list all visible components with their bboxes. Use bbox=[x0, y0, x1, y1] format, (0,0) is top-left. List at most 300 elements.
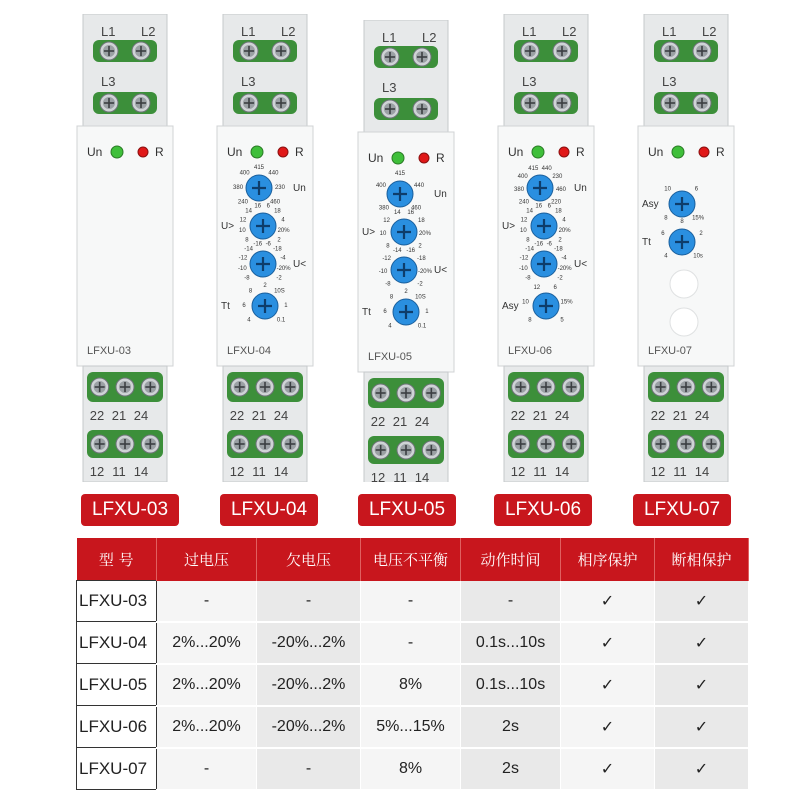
knob-label: Asy bbox=[502, 301, 519, 312]
knob-scale-label: 10s bbox=[693, 253, 703, 260]
terminal-block-l1-l2 bbox=[514, 40, 578, 62]
cell-undervoltage: - bbox=[257, 748, 361, 790]
knob-scale-label: -14 bbox=[392, 248, 402, 255]
terminal-label: 22 bbox=[510, 408, 526, 423]
knob-scale-label: 440 bbox=[268, 170, 279, 177]
knob-scale-label: 20% bbox=[418, 231, 431, 238]
cell-unbalance: 8% bbox=[361, 748, 461, 790]
terminal-label: 21 bbox=[251, 408, 267, 423]
knob-scale-label: 12 bbox=[383, 218, 390, 225]
knob-scale-label: 16 bbox=[535, 203, 543, 210]
cell-phase-loss: ✓ bbox=[655, 664, 749, 706]
knob-scale-label: 6 bbox=[242, 302, 246, 309]
knob-scale-label: 6 bbox=[553, 285, 557, 292]
terminal-label: 14 bbox=[273, 464, 289, 479]
knob-label: U> bbox=[502, 221, 516, 232]
device-lfxu-04 bbox=[215, 14, 315, 482]
cell-action-time: 2s bbox=[461, 706, 561, 748]
header-action-time: 动作时间 bbox=[461, 538, 561, 581]
knob-scale-label: 10 bbox=[239, 228, 246, 235]
header-voltage-unbalance: 电压不平衡 bbox=[361, 538, 461, 581]
terminal-screw bbox=[422, 441, 440, 459]
knob-scale-label: 2 bbox=[699, 231, 703, 238]
knob-scale-label: 12 bbox=[533, 285, 541, 292]
cell-phase-sequence: ✓ bbox=[561, 748, 655, 790]
terminal-label: 12 bbox=[650, 464, 666, 479]
knob-scale-label: 2 bbox=[418, 243, 422, 250]
panel-model-label: LFXU-05 bbox=[368, 351, 413, 363]
label-l3: L3 bbox=[522, 74, 537, 89]
knob-scale-label: 12 bbox=[520, 217, 528, 224]
knob-scale-label: 2 bbox=[404, 289, 408, 295]
label-l3: L3 bbox=[382, 80, 397, 95]
knob-scale-label: 5 bbox=[560, 317, 564, 324]
terminal-label: 21 bbox=[111, 408, 127, 423]
header-model: 型 号 bbox=[77, 538, 157, 581]
knob-scale-label: -6 bbox=[546, 241, 552, 248]
led-green bbox=[251, 146, 263, 158]
table-row bbox=[77, 748, 749, 790]
knob-scale-label: -20% bbox=[557, 266, 572, 273]
knob-scale-label: -20% bbox=[417, 269, 432, 276]
terminal-label: 24 bbox=[133, 408, 149, 423]
label-l1: L1 bbox=[241, 24, 256, 39]
cell-phase-sequence: ✓ bbox=[561, 581, 655, 622]
cell-unbalance: - bbox=[361, 622, 461, 664]
panel-model-label: LFXU-04 bbox=[227, 345, 272, 357]
cell-phase-sequence: ✓ bbox=[561, 706, 655, 748]
terminal-screw bbox=[652, 435, 670, 453]
front-panel bbox=[77, 126, 173, 366]
label-l2: L2 bbox=[562, 24, 577, 39]
terminal-block-22-21-24 bbox=[227, 372, 303, 402]
terminal-screw bbox=[100, 94, 118, 112]
terminal-block-22-21-24 bbox=[368, 378, 444, 408]
cell-phase-sequence: ✓ bbox=[561, 622, 655, 664]
terminal-screw bbox=[272, 42, 290, 60]
terminal-label: 22 bbox=[650, 408, 666, 423]
terminal-block-l3 bbox=[93, 92, 157, 114]
device-lfxu-05-body bbox=[356, 20, 456, 482]
knob-scale-label: -8 bbox=[525, 275, 531, 282]
knob-scale-label: 460 bbox=[411, 205, 422, 212]
device-lfxu-03 bbox=[75, 14, 175, 482]
terminal-screw bbox=[562, 378, 580, 396]
knob-scale-label: -16 bbox=[406, 248, 416, 255]
terminal-screw bbox=[256, 378, 274, 396]
knob-scale-label: 6 bbox=[661, 231, 665, 238]
led-red bbox=[138, 147, 148, 157]
knob-scale-label: 8 bbox=[248, 288, 253, 295]
knob-scale-label: 6 bbox=[383, 308, 387, 315]
knob-scale-label: -4 bbox=[561, 255, 567, 262]
terminal-screw bbox=[693, 42, 711, 60]
terminal-label: 24 bbox=[694, 408, 710, 423]
terminal-screw bbox=[372, 441, 390, 459]
device-lfxu-05 bbox=[356, 20, 456, 482]
knob-scale-label: -18 bbox=[273, 246, 282, 253]
led-green bbox=[392, 152, 404, 164]
knob-scale-label: 10 bbox=[522, 299, 529, 306]
label-l3: L3 bbox=[241, 74, 256, 89]
knob-scale-label: 400 bbox=[517, 174, 528, 181]
knob-scale-label: 4 bbox=[281, 217, 285, 224]
knob-label: U< bbox=[574, 259, 588, 270]
cell-model: LFXU-03 bbox=[77, 581, 157, 622]
terminal-block-12-11-14 bbox=[508, 430, 584, 458]
led-label-r: R bbox=[716, 145, 725, 159]
terminal-block-12-11-14 bbox=[227, 430, 303, 458]
knob-scale-label: 14 bbox=[393, 210, 401, 217]
table-row bbox=[77, 581, 749, 622]
label-l3: L3 bbox=[662, 74, 677, 89]
terminal-screw bbox=[141, 435, 159, 453]
terminal-label: 11 bbox=[533, 464, 547, 479]
terminal-screw bbox=[100, 42, 118, 60]
knob-scale-label: 20% bbox=[277, 228, 290, 235]
terminal-screw bbox=[553, 42, 571, 60]
blank-plug bbox=[670, 308, 698, 336]
led-label-r: R bbox=[436, 151, 445, 165]
terminal-screw bbox=[512, 378, 530, 396]
knob-scale-label: 440 bbox=[541, 166, 552, 173]
knob-scale-label: 8 bbox=[245, 237, 249, 244]
cell-phase-loss: ✓ bbox=[655, 748, 749, 790]
knob-scale-label: -18 bbox=[417, 256, 426, 263]
led-label-r: R bbox=[576, 145, 585, 159]
terminal-label: 11 bbox=[112, 464, 126, 479]
model-tag-lfxu-07: LFXU-07 bbox=[633, 494, 731, 526]
cell-model: LFXU-06 bbox=[77, 706, 157, 748]
knob-label: Tt bbox=[642, 237, 651, 248]
knob-scale-label: 18 bbox=[418, 218, 425, 225]
terminal-screw bbox=[553, 94, 571, 112]
device-lfxu-07 bbox=[636, 14, 736, 482]
panel-model-label: LFXU-03 bbox=[87, 345, 132, 357]
knob-scale-label: 415 bbox=[394, 171, 406, 177]
knob-scale-label: 20% bbox=[558, 228, 571, 235]
table-row bbox=[77, 664, 749, 706]
led-red bbox=[278, 147, 288, 157]
knob-scale-label: 4 bbox=[247, 317, 251, 324]
knob-scale-label: 8 bbox=[526, 237, 530, 244]
knob-scale-label: 220 bbox=[551, 199, 562, 206]
cell-overvoltage: - bbox=[157, 748, 257, 790]
header-phase-loss: 断相保护 bbox=[655, 538, 749, 581]
knob-scale-label: 15% bbox=[692, 215, 705, 222]
terminal-label: 14 bbox=[694, 464, 710, 479]
knob-scale-label: 10S bbox=[415, 294, 426, 301]
terminal-label: 12 bbox=[229, 464, 245, 479]
cell-unbalance: - bbox=[361, 581, 461, 622]
cell-undervoltage: - bbox=[257, 581, 361, 622]
terminal-screw bbox=[240, 42, 258, 60]
knob-scale-label: 18 bbox=[555, 208, 562, 215]
knob-scale-label: -2 bbox=[557, 275, 563, 282]
knob-scale-label: 1 bbox=[284, 302, 288, 309]
terminal-label: 14 bbox=[133, 464, 149, 479]
knob-scale-label: 460 bbox=[555, 187, 566, 194]
knob-scale-label: 0.1 bbox=[417, 323, 427, 330]
knob-scale-label: 8 bbox=[386, 243, 390, 250]
knob-scale-label: 8 bbox=[680, 219, 684, 225]
terminal-screw bbox=[702, 435, 720, 453]
knob-scale-label: -4 bbox=[280, 255, 286, 262]
terminal-screw bbox=[521, 42, 539, 60]
knob-scale-label: 4 bbox=[388, 323, 392, 330]
knob-scale-label: 400 bbox=[375, 183, 386, 190]
terminal-label: 21 bbox=[672, 408, 688, 423]
knob-scale-label: -6 bbox=[265, 241, 271, 248]
knob-scale-label: 460 bbox=[270, 199, 281, 206]
knob-scale-label: 8 bbox=[528, 317, 532, 324]
terminal-screw bbox=[397, 441, 415, 459]
terminal-block-12-11-14 bbox=[87, 430, 163, 458]
terminal-screw bbox=[116, 378, 134, 396]
terminal-block-l1-l2 bbox=[374, 46, 438, 68]
led-label-un: Un bbox=[508, 145, 524, 159]
cell-action-time: 2s bbox=[461, 748, 561, 790]
terminal-label: 21 bbox=[532, 408, 548, 423]
terminal-screw bbox=[132, 42, 150, 60]
cell-model: LFXU-05 bbox=[77, 664, 157, 706]
spec-table-header bbox=[77, 538, 749, 581]
knob-scale-label: 380 bbox=[514, 187, 525, 194]
terminal-screw bbox=[231, 378, 249, 396]
led-red bbox=[559, 147, 569, 157]
terminal-screw bbox=[677, 435, 695, 453]
knob-label: Un bbox=[293, 183, 306, 194]
knob-scale-label: 2 bbox=[558, 237, 562, 244]
knob-label: Tt bbox=[221, 301, 230, 312]
terminal-screw bbox=[381, 100, 399, 118]
knob-label: U< bbox=[293, 259, 307, 270]
knob-scale-label: 4 bbox=[664, 253, 668, 260]
terminal-screw bbox=[537, 435, 555, 453]
model-tag-lfxu-03: LFXU-03 bbox=[81, 494, 179, 526]
knob-scale-label: -2 bbox=[276, 275, 282, 282]
terminal-label: 11 bbox=[252, 464, 266, 479]
terminal-label: 22 bbox=[229, 408, 245, 423]
terminal-screw bbox=[281, 435, 299, 453]
knob-scale-label: 6 bbox=[547, 203, 551, 210]
cell-overvoltage: - bbox=[157, 581, 257, 622]
knob-label: Asy bbox=[642, 199, 659, 210]
led-label-un: Un bbox=[368, 151, 384, 165]
knob-scale-label: 380 bbox=[378, 205, 389, 212]
terminal-block-l1-l2 bbox=[654, 40, 718, 62]
knob-scale-label: 4 bbox=[562, 217, 566, 224]
spec-table bbox=[76, 538, 749, 791]
terminal-screw bbox=[413, 100, 431, 118]
terminal-screw bbox=[512, 435, 530, 453]
label-l1: L1 bbox=[522, 24, 537, 39]
terminal-screw bbox=[141, 378, 159, 396]
table-row bbox=[77, 706, 749, 748]
cell-overvoltage: 2%...20% bbox=[157, 664, 257, 706]
terminal-label: 22 bbox=[370, 414, 386, 429]
terminal-screw bbox=[562, 435, 580, 453]
knob-scale-label: 2 bbox=[277, 237, 281, 244]
knob-scale-label: 0.1 bbox=[276, 317, 286, 324]
knob-label: Tt bbox=[362, 307, 371, 318]
knob-label: U> bbox=[221, 221, 235, 232]
label-l1: L1 bbox=[382, 30, 397, 45]
header-undervoltage: 欠电压 bbox=[257, 538, 361, 581]
knob-scale-label: -16 bbox=[253, 241, 263, 248]
knob-scale-label: 6 bbox=[694, 186, 699, 193]
knob-scale-label: 10 bbox=[664, 186, 671, 193]
header-phase-sequence: 相序保护 bbox=[561, 538, 655, 581]
terminal-block-l3 bbox=[374, 98, 438, 120]
knob-scale-label: -20% bbox=[276, 266, 291, 273]
terminal-label: 12 bbox=[370, 470, 386, 482]
terminal-screw bbox=[677, 378, 695, 396]
terminal-block-22-21-24 bbox=[87, 372, 163, 402]
cell-overvoltage: 2%...20% bbox=[157, 706, 257, 748]
knob-scale-label: -12 bbox=[519, 255, 529, 262]
cell-model: LFXU-07 bbox=[77, 748, 157, 790]
knob-scale-label: 240 bbox=[518, 199, 529, 206]
cell-unbalance: 8% bbox=[361, 664, 461, 706]
terminal-block-l1-l2 bbox=[93, 40, 157, 62]
model-tag-lfxu-06: LFXU-06 bbox=[494, 494, 592, 526]
terminal-screw bbox=[281, 378, 299, 396]
knob-scale-label: 415 bbox=[528, 166, 539, 173]
knob-scale-label: -16 bbox=[534, 241, 544, 248]
terminal-screw bbox=[91, 378, 109, 396]
knob-scale-label: -12 bbox=[382, 256, 391, 263]
knob-scale-label: -10 bbox=[519, 266, 528, 273]
knob-scale-label: -10 bbox=[238, 266, 247, 273]
cell-action-time: - bbox=[461, 581, 561, 622]
terminal-screw bbox=[537, 378, 555, 396]
terminal-block-12-11-14 bbox=[648, 430, 724, 458]
knob-scale-label: 15% bbox=[560, 299, 573, 306]
terminal-screw bbox=[116, 435, 134, 453]
knob-scale-label: 2 bbox=[263, 283, 267, 289]
terminal-label: 11 bbox=[393, 470, 407, 482]
knob-scale-label: 1 bbox=[425, 308, 429, 315]
terminal-screw bbox=[272, 94, 290, 112]
cell-phase-loss: ✓ bbox=[655, 581, 749, 622]
terminal-block-l3 bbox=[514, 92, 578, 114]
knob-scale-label: 10 bbox=[379, 231, 387, 238]
led-label-un: Un bbox=[87, 145, 103, 159]
terminal-screw bbox=[397, 384, 415, 402]
knob-scale-label: 440 bbox=[414, 183, 425, 190]
cell-undervoltage: -20%...2% bbox=[257, 622, 361, 664]
device-lfxu-03-body bbox=[75, 14, 175, 482]
panel-model-label: LFXU-06 bbox=[508, 345, 553, 357]
terminal-screw bbox=[372, 384, 390, 402]
terminal-screw bbox=[422, 384, 440, 402]
knob-scale-label: 16 bbox=[407, 210, 415, 217]
terminal-block-l1-l2 bbox=[233, 40, 297, 62]
cell-phase-loss: ✓ bbox=[655, 706, 749, 748]
knob-scale-label: 10S bbox=[274, 288, 285, 295]
model-tag-lfxu-05: LFXU-05 bbox=[358, 494, 456, 526]
label-l2: L2 bbox=[141, 24, 156, 39]
knob-label: Un bbox=[574, 183, 587, 194]
terminal-label: 11 bbox=[673, 464, 687, 479]
terminal-screw bbox=[693, 94, 711, 112]
cell-model: LFXU-04 bbox=[77, 622, 157, 664]
device-lfxu-06 bbox=[496, 14, 596, 482]
cell-undervoltage: -20%...2% bbox=[257, 706, 361, 748]
knob-scale-label: -12 bbox=[238, 255, 248, 262]
knob-scale-label: 415 bbox=[253, 165, 265, 171]
knob-scale-label: 18 bbox=[274, 208, 281, 215]
terminal-screw bbox=[521, 94, 539, 112]
label-l3: L3 bbox=[101, 74, 116, 89]
terminal-label: 24 bbox=[554, 408, 570, 423]
knob-scale-label: -14 bbox=[525, 246, 534, 253]
led-green bbox=[672, 146, 684, 158]
terminal-screw bbox=[132, 94, 150, 112]
table-row bbox=[77, 622, 749, 664]
cell-action-time: 0.1s...10s bbox=[461, 622, 561, 664]
label-l2: L2 bbox=[702, 24, 717, 39]
label-l1: L1 bbox=[662, 24, 677, 39]
cell-phase-sequence: ✓ bbox=[561, 664, 655, 706]
terminal-screw bbox=[381, 48, 399, 66]
knob-scale-label: -2 bbox=[417, 281, 423, 288]
knob-label: U> bbox=[362, 227, 376, 238]
device-lfxu-04-body bbox=[215, 14, 315, 482]
knob-scale-label: -8 bbox=[385, 281, 391, 288]
panel-model-label: LFXU-07 bbox=[648, 345, 693, 357]
led-label-un: Un bbox=[227, 145, 243, 159]
terminal-block-22-21-24 bbox=[648, 372, 724, 402]
knob-label: U< bbox=[434, 265, 448, 276]
terminal-screw bbox=[702, 378, 720, 396]
terminal-label: 12 bbox=[89, 464, 105, 479]
terminal-label: 14 bbox=[554, 464, 570, 479]
terminal-block-22-21-24 bbox=[508, 372, 584, 402]
knob-scale-label: 230 bbox=[274, 184, 285, 191]
model-tag-lfxu-04: LFXU-04 bbox=[220, 494, 318, 526]
terminal-label: 24 bbox=[414, 414, 430, 429]
led-label-un: Un bbox=[648, 145, 664, 159]
knob-scale-label: 6 bbox=[266, 203, 270, 210]
led-label-r: R bbox=[295, 145, 304, 159]
terminal-screw bbox=[240, 94, 258, 112]
header-overvoltage: 过电压 bbox=[157, 538, 257, 581]
terminal-label: 12 bbox=[510, 464, 526, 479]
cell-phase-loss: ✓ bbox=[655, 622, 749, 664]
label-l2: L2 bbox=[281, 24, 296, 39]
terminal-screw bbox=[661, 94, 679, 112]
knob-scale-label: 10 bbox=[520, 228, 527, 235]
knob-scale-label: 8 bbox=[389, 294, 394, 301]
terminal-label: 21 bbox=[392, 414, 408, 429]
blank-plug bbox=[670, 270, 698, 298]
device-lfxu-06-body bbox=[496, 14, 596, 482]
terminal-block-l3 bbox=[654, 92, 718, 114]
knob-scale-label: 8 bbox=[664, 215, 668, 222]
knob-scale-label: -14 bbox=[244, 246, 253, 253]
knob-scale-label: 16 bbox=[254, 203, 262, 210]
led-green bbox=[111, 146, 123, 158]
cell-action-time: 0.1s...10s bbox=[461, 664, 561, 706]
led-label-r: R bbox=[155, 145, 164, 159]
knob-scale-label: -8 bbox=[244, 275, 250, 282]
terminal-block-l3 bbox=[233, 92, 297, 114]
terminal-label: 14 bbox=[414, 470, 430, 482]
terminal-screw bbox=[256, 435, 274, 453]
terminal-label: 22 bbox=[89, 408, 105, 423]
